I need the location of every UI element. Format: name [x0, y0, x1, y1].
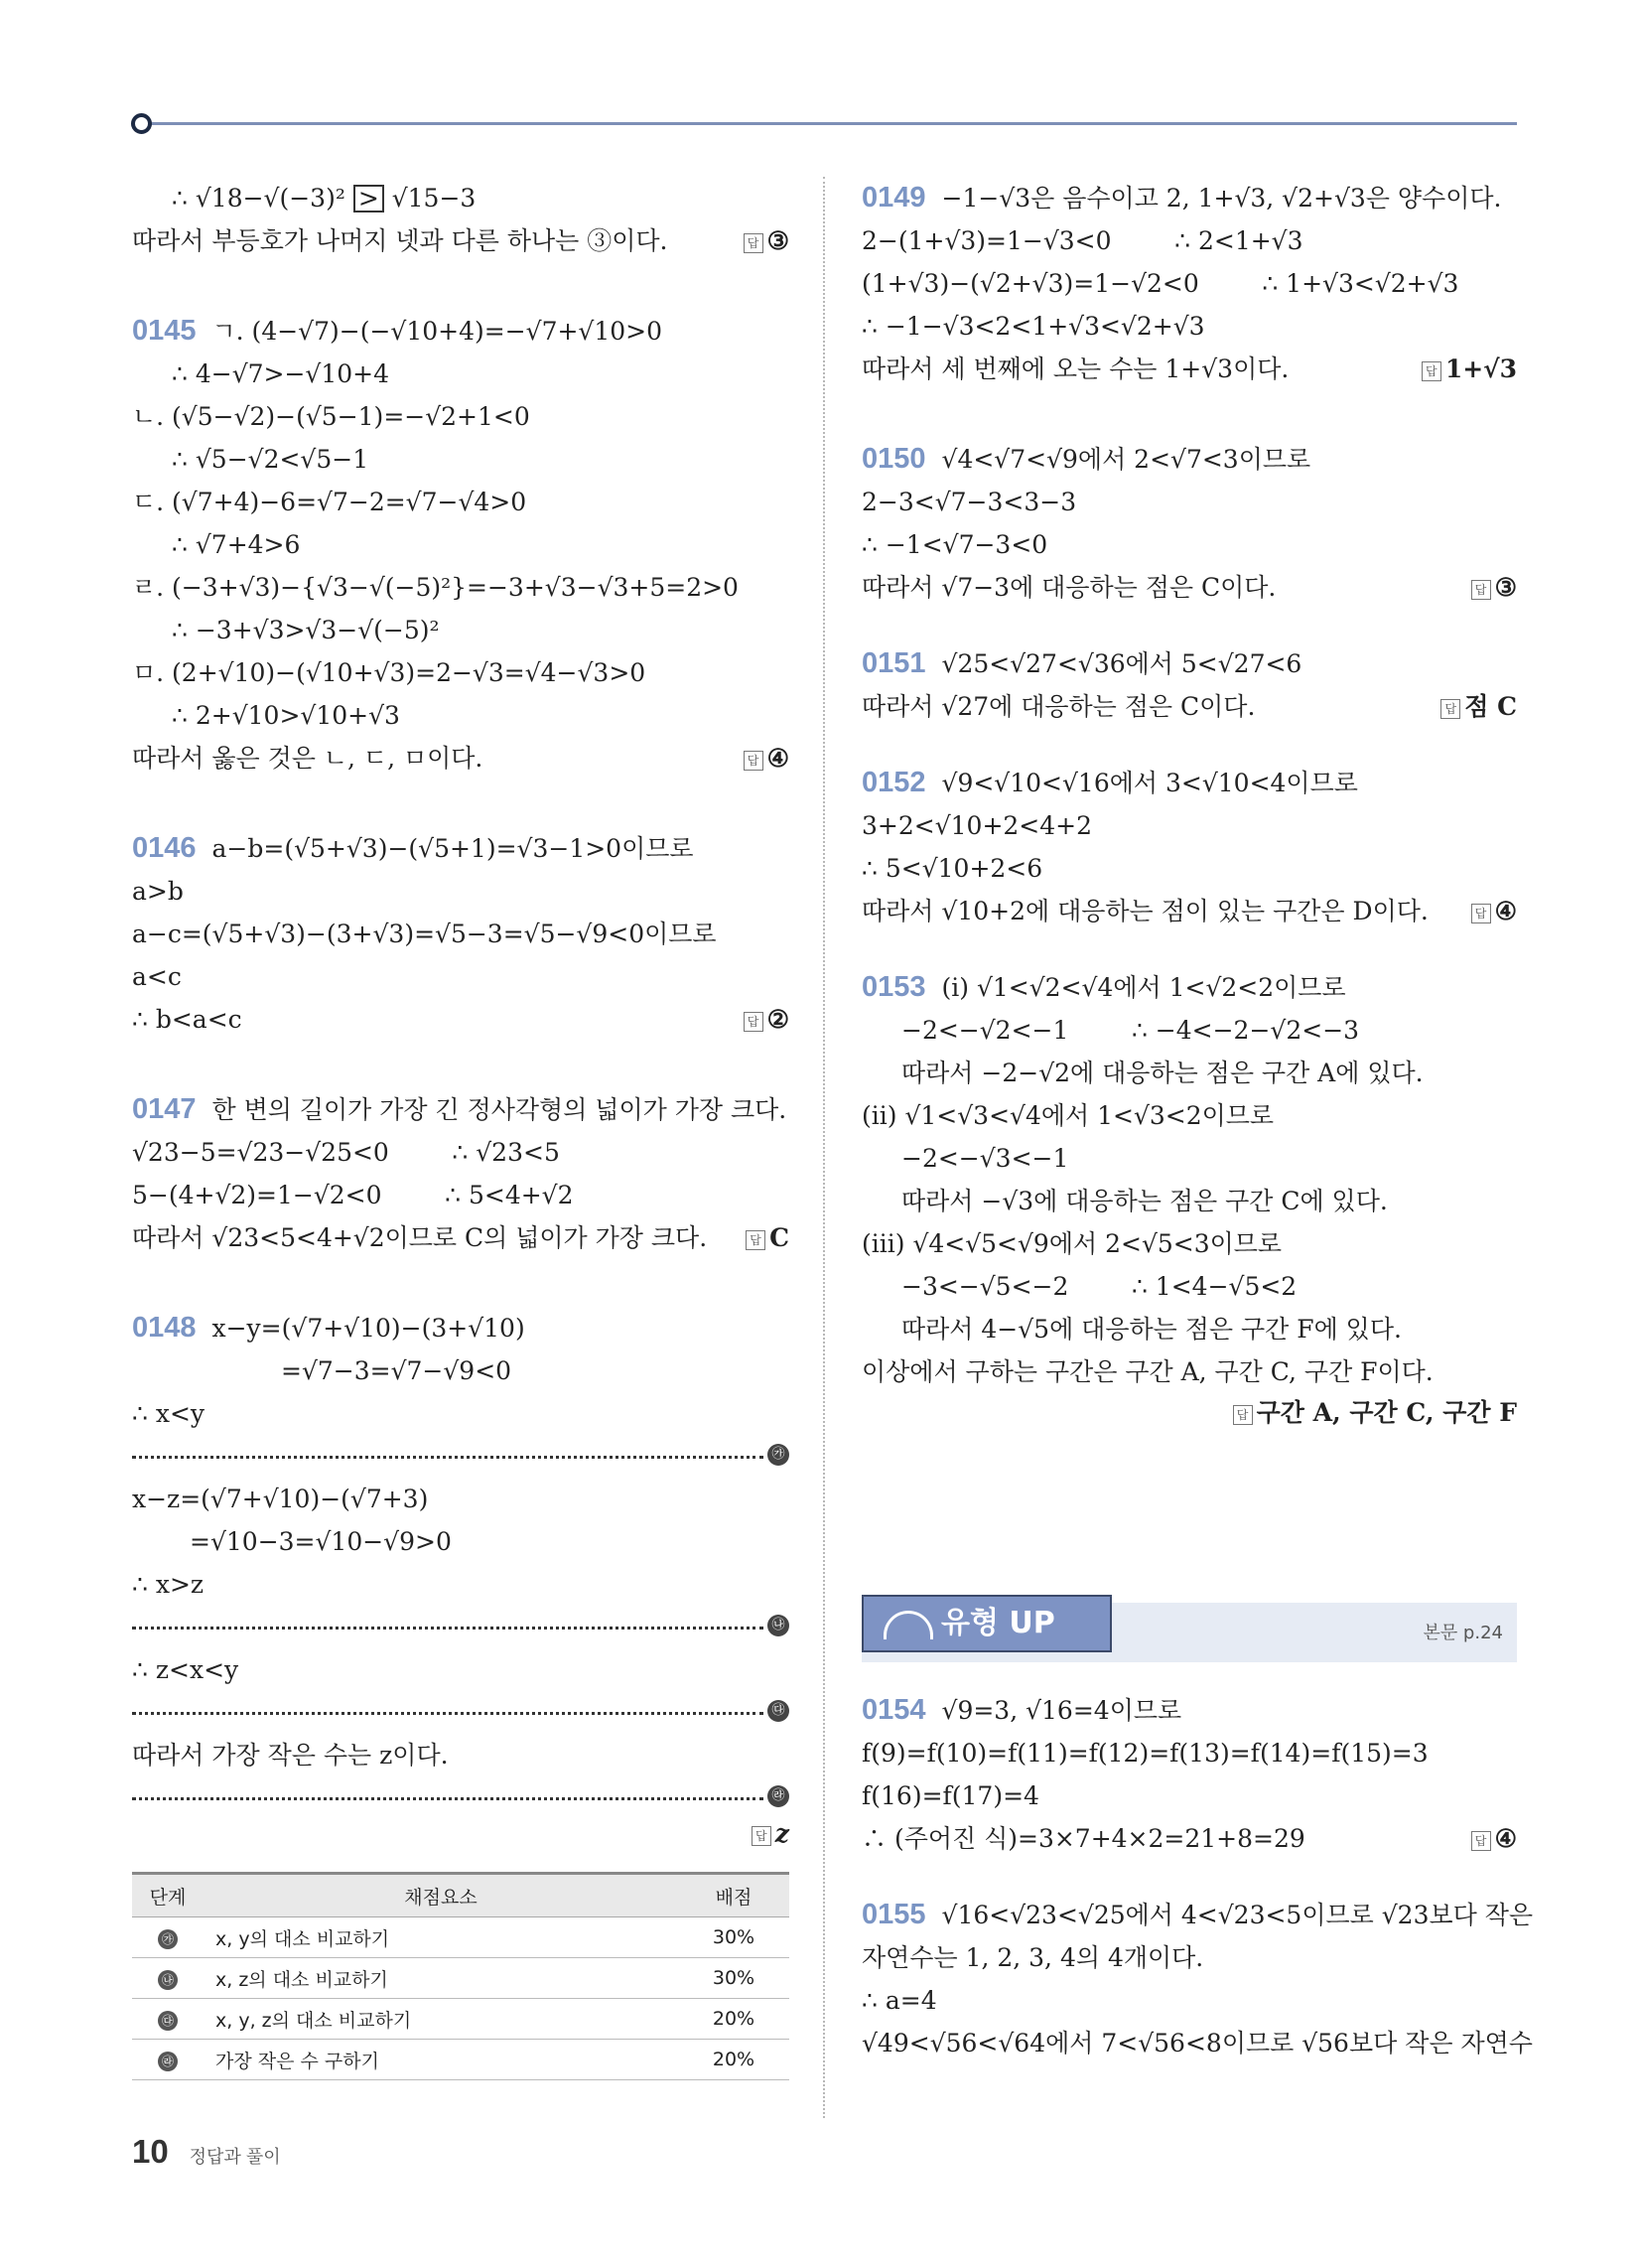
- text-line: ∴ x<y: [132, 1399, 205, 1428]
- text-line: 따라서 가장 작은 수는 z이다.: [132, 1741, 449, 1770]
- text: √16<√23<√25에서 4<√23<5이므로 √23보다 작은: [941, 1901, 1534, 1929]
- answer-value: ④: [1494, 1824, 1517, 1853]
- text-line: 따라서 −2−√2에 대응하는 점은 구간 A에 있다.: [901, 1059, 1424, 1087]
- text: 따라서 옳은 것은 ㄴ, ㄷ, ㅁ이다.: [132, 744, 483, 773]
- text: √4<√7<√9에서 2<√7<3이므로: [941, 445, 1311, 474]
- text-line: f(9)=f(10)=f(11)=f(12)=f(13)=f(14)=f(15)=3: [862, 1739, 1429, 1768]
- text: (i) √1<√2<√4에서 1<√2<2이므로: [941, 973, 1346, 1002]
- answer: [1471, 566, 1517, 609]
- step-mark-icon: ㉯: [158, 1970, 178, 1990]
- answer-tag-icon: 답: [1471, 580, 1491, 600]
- answer: [744, 998, 789, 1041]
- text-line: x−z=(√7+√10)−(√7+3): [132, 1485, 429, 1513]
- text: √9=3, √16=4이므로: [941, 1696, 1182, 1725]
- problem-0150: [862, 438, 1517, 481]
- answer-value: ④: [766, 744, 789, 773]
- answer-tag-icon: 답: [1422, 361, 1441, 381]
- text-line: ∴ x>z: [132, 1570, 205, 1599]
- text-line: ∴ −1−√3<2<1+√3<√2+√3: [862, 312, 1205, 341]
- text: 따라서 √23<5<4+√2이므로 C의 넓이가 가장 크다.: [132, 1223, 708, 1252]
- table-cell: 30%: [678, 1958, 789, 1999]
- text-line: ∴ √5−√2<√5−1: [172, 445, 369, 474]
- banner-title-text: 유형 UP: [941, 1606, 1055, 1640]
- conclusion-line: [862, 685, 1517, 728]
- answer-tag-icon: 답: [744, 751, 763, 771]
- answer-tag-icon: 답: [1233, 1405, 1253, 1425]
- problem-0154: [862, 1689, 1517, 1732]
- page-footer: [132, 2133, 281, 2171]
- text-line: f(16)=f(17)=4: [862, 1781, 1039, 1810]
- text-line: −3<−√5<−2 ∴ 1<4−√5<2: [901, 1272, 1298, 1301]
- answer: [1233, 1393, 1517, 1429]
- text-line: ∴ 5<√10+2<6: [862, 854, 1043, 883]
- conclusion-line: [862, 890, 1517, 932]
- answer: [744, 219, 789, 262]
- text-line: (1+√3)−(√2+√3)=1−√2<0 ∴ 1+√3<√2+√3: [862, 269, 1459, 298]
- answer-value: ②: [766, 1005, 789, 1034]
- step-mark-icon: ㉱: [767, 1785, 789, 1807]
- answer: [1471, 1817, 1517, 1860]
- text-line: 따라서 4−√5에 대응하는 점은 구간 F에 있다.: [901, 1315, 1402, 1344]
- problem-number: 0145: [132, 315, 197, 347]
- conclusion-line: [132, 737, 789, 780]
- text-line: √23−5=√23−√25<0 ∴ √23<5: [132, 1138, 560, 1167]
- text: 따라서 부등호가 나머지 넷과 다른 하나는 ③이다.: [132, 226, 668, 255]
- problem-0145: [132, 310, 789, 353]
- text: √25<√27<√36에서 5<√27<6: [941, 649, 1302, 678]
- gauge-icon: [884, 1611, 933, 1639]
- answer-value: z: [774, 1819, 789, 1848]
- problem-number: 0148: [132, 1312, 197, 1344]
- table-cell: x, y의 대소 비교하기: [204, 1917, 678, 1958]
- text-line: 따라서 −√3에 대응하는 점은 구간 C에 있다.: [901, 1187, 1388, 1215]
- problem-number: 0152: [862, 767, 926, 798]
- column-divider: [823, 177, 825, 2118]
- text-line: ㄷ. (√7+4)−6=√7−2=√7−√4>0: [132, 488, 527, 516]
- problem-0146: [132, 827, 789, 870]
- text-line: 5−(4+√2)=1−√2<0 ∴ 5<4+√2: [132, 1181, 574, 1209]
- text: −1−√3은 음수이고 2, 1+√3, √2+√3은 양수이다.: [941, 184, 1502, 213]
- answer-value: ③: [766, 226, 789, 255]
- text-line: =√10−3=√10−√9>0: [190, 1527, 452, 1556]
- text-line: 3+2<√10+2<4+2: [862, 811, 1093, 840]
- header-rule: [141, 122, 1517, 125]
- text: 따라서 √10+2에 대응하는 점이 있는 구간은 D이다.: [862, 897, 1429, 925]
- answer: [1440, 685, 1517, 728]
- text: 따라서 세 번째에 오는 수는 1+√3이다.: [862, 354, 1290, 383]
- intro-line: [132, 177, 789, 219]
- conclusion-line: [862, 348, 1517, 390]
- text-line: −2<−√3<−1: [901, 1144, 1069, 1173]
- table-cell: x, y, z의 대소 비교하기: [204, 1999, 678, 2040]
- text-line: a−c=(√5+√3)−(3+√3)=√5−3=√5−√9<0이므로: [132, 920, 717, 948]
- answer-value: ④: [1494, 897, 1517, 925]
- text-line: ∴ −1<√7−3<0: [862, 530, 1048, 559]
- intro-part: √15−3: [391, 184, 477, 213]
- header-step: 단계: [132, 1874, 204, 1917]
- step-mark-icon: ㉮: [767, 1444, 789, 1466]
- problem-number: 0154: [862, 1694, 926, 1726]
- intro-conclusion: [132, 219, 789, 262]
- answer-value: 구간 A, 구간 C, 구간 F: [1256, 1398, 1517, 1427]
- answer-tag-icon: 답: [1471, 904, 1491, 923]
- step-mark-icon: ㉱: [158, 2052, 178, 2071]
- answer-tag-icon: 답: [752, 1826, 771, 1846]
- conclusion-line: [862, 1817, 1517, 1860]
- text: 따라서 √7−3에 대응하는 점은 C이다.: [862, 573, 1277, 602]
- text-line: ∴ √7+4>6: [172, 530, 301, 559]
- text: x−y=(√7+√10)−(3+√10): [211, 1314, 525, 1343]
- problem-0147: [132, 1088, 789, 1131]
- step-marker-row: [132, 1435, 789, 1478]
- answer-row: [862, 1393, 1517, 1436]
- table-row: [132, 1917, 789, 1958]
- text-line: (ii) √1<√3<√4에서 1<√3<2이므로: [862, 1101, 1275, 1130]
- step-marker-row: [132, 1691, 789, 1734]
- problem-number: 0151: [862, 647, 926, 679]
- step-mark-icon: ㉯: [767, 1615, 789, 1636]
- text-line: 2−(1+√3)=1−√3<0 ∴ 2<1+√3: [862, 226, 1303, 255]
- table-cell: 20%: [678, 1999, 789, 2040]
- answer: [752, 1819, 789, 1848]
- text: ∴ (주어진 식)=3×7+4×2=21+8=29: [862, 1824, 1305, 1853]
- text: ∴ b<a<c: [132, 1005, 242, 1034]
- text-line: ∴ a=4: [862, 1986, 937, 2015]
- problem-0152: [862, 762, 1517, 804]
- text-line: ∴ z<x<y: [132, 1655, 239, 1684]
- problem-number: 0155: [862, 1899, 926, 1930]
- answer: [1471, 890, 1517, 932]
- intro-part: ∴ √18−√(−3)²: [172, 184, 353, 213]
- problem-0151: [862, 642, 1517, 685]
- conclusion-line: [132, 1216, 789, 1259]
- answer-value: C: [769, 1223, 789, 1252]
- answer: [1422, 348, 1517, 390]
- conclusion-line: [132, 998, 789, 1041]
- scoring-table: [132, 1872, 789, 2080]
- step-marker-row: [132, 1776, 789, 1819]
- table-cell: 20%: [678, 2040, 789, 2080]
- text: a−b=(√5+√3)−(√5+1)=√3−1>0이므로: [211, 834, 694, 863]
- header-score: 배점: [678, 1874, 789, 1917]
- problem-number: 0146: [132, 832, 197, 864]
- text-line: ㅁ. (2+√10)−(√10+√3)=2−√3=√4−√3>0: [132, 658, 646, 687]
- step-mark-icon: ㉰: [767, 1700, 789, 1722]
- text-line: a<c: [132, 962, 182, 991]
- table-row: [132, 1958, 789, 1999]
- table-row: [132, 1999, 789, 2040]
- banner-title: [862, 1595, 1112, 1652]
- section-banner: [862, 1595, 1517, 1669]
- problem-0155: [862, 1894, 1534, 1936]
- boxed-inequality: >: [353, 185, 384, 213]
- problem-0153: [862, 966, 1517, 1009]
- text-line: (iii) √4<√5<√9에서 2<√5<3이므로: [862, 1229, 1283, 1258]
- problem-number: 0153: [862, 971, 926, 1003]
- problem-0149: [862, 177, 1517, 219]
- page-number: 10: [132, 2133, 169, 2170]
- table-cell: 30%: [678, 1917, 789, 1958]
- step-marker-row: [132, 1606, 789, 1648]
- table-cell: 가장 작은 수 구하기: [204, 2040, 678, 2080]
- problem-number: 0149: [862, 182, 926, 213]
- answer-value: ③: [1494, 573, 1517, 602]
- text-line: a>b: [132, 877, 184, 906]
- answer: [744, 737, 789, 780]
- text-line: ㄴ. (√5−√2)−(√5−1)=−√2+1<0: [132, 402, 530, 431]
- text-line: 자연수는 1, 2, 3, 4의 4개이다.: [862, 1943, 1204, 1972]
- text-line: ∴ 4−√7>−√10+4: [172, 359, 390, 388]
- text-line: ∴ 2+√10>√10+√3: [172, 701, 400, 730]
- table-cell: x, z의 대소 비교하기: [204, 1958, 678, 1999]
- text-line: √49<√56<√64에서 7<√56<8이므로 √56보다 작은 자연수: [862, 2029, 1533, 2057]
- step-mark-icon: ㉮: [158, 1929, 178, 1949]
- problem-number: 0147: [132, 1093, 197, 1125]
- footer-label: 정답과 풀이: [189, 2147, 281, 2167]
- conclusion-line: [862, 566, 1517, 609]
- text-line: =√7−3=√7−√9<0: [281, 1356, 512, 1385]
- text: √9<√10<√16에서 3<√10<4이므로: [941, 769, 1358, 797]
- answer-value: 점 C: [1464, 692, 1517, 721]
- page-reference: 본문 p.24: [1423, 1623, 1503, 1643]
- header-dot: [131, 113, 152, 134]
- left-column: [132, 177, 789, 2080]
- text-line: 2−3<√7−3<3−3: [862, 488, 1077, 516]
- answer-tag-icon: 답: [746, 1230, 765, 1250]
- right-column: [862, 177, 1534, 2064]
- text: ㄱ. (4−√7)−(−√10+4)=−√7+√10>0: [211, 317, 663, 346]
- answer-tag-icon: 답: [1440, 699, 1460, 719]
- header-item: 채점요소: [204, 1874, 678, 1917]
- table-row: [132, 2040, 789, 2080]
- answer-tag-icon: 답: [744, 1012, 763, 1032]
- text-line: −2<−√2<−1 ∴ −4<−2−√2<−3: [901, 1016, 1360, 1045]
- text-line: 이상에서 구하는 구간은 구간 A, 구간 C, 구간 F이다.: [862, 1357, 1434, 1386]
- text-line: ∴ −3+√3>√3−√(−5)²: [172, 616, 440, 644]
- answer-value: 1+√3: [1444, 354, 1517, 383]
- problem-0148: [132, 1307, 789, 1349]
- text-line: ㄹ. (−3+√3)−{√3−√(−5)²}=−3+√3−√3+5=2>0: [132, 573, 739, 602]
- answer-tag-icon: 답: [1471, 1831, 1491, 1851]
- step-mark-icon: ㉰: [158, 2011, 178, 2031]
- problem-number: 0150: [862, 443, 926, 475]
- text: 따라서 √27에 대응하는 점은 C이다.: [862, 692, 1256, 721]
- answer-tag-icon: 답: [744, 233, 763, 253]
- answer-row: [132, 1819, 789, 1862]
- text: 한 변의 길이가 가장 긴 정사각형의 넓이가 가장 크다.: [211, 1095, 787, 1124]
- answer: [746, 1216, 789, 1259]
